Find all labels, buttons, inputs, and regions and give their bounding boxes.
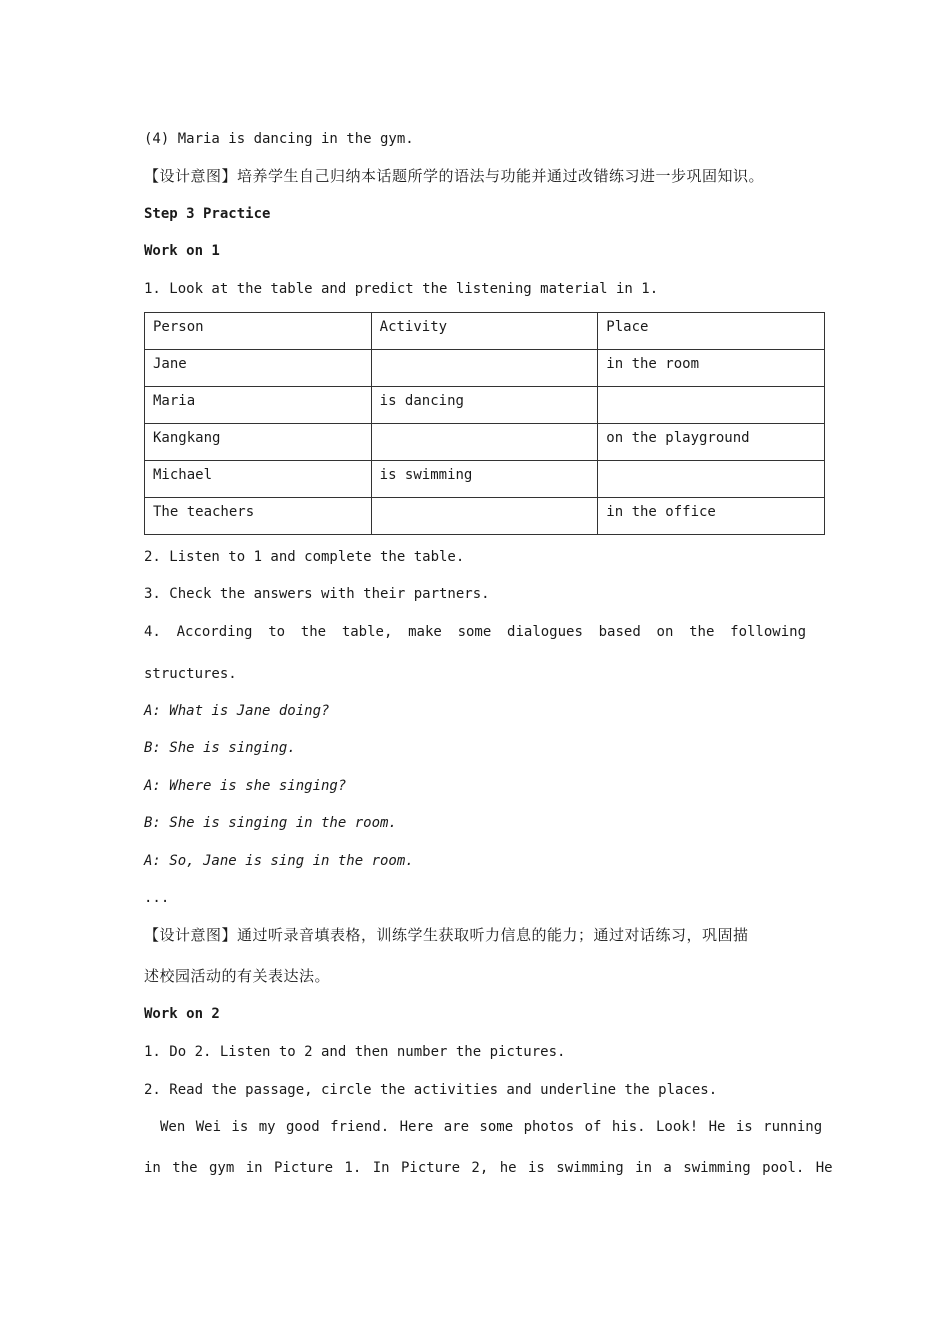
word: make xyxy=(408,624,442,640)
instruction-line: 1. Do 2. Listen to 2 and then number the pictures. xyxy=(144,1044,566,1060)
table-cell: The teachers xyxy=(145,498,372,535)
subsection-heading: Work on 1 xyxy=(144,243,220,259)
table-cell xyxy=(598,387,825,424)
table-header-row xyxy=(145,313,825,350)
dialogue-line: B: She is singing in the room. xyxy=(144,815,397,831)
table-cell: is swimming xyxy=(371,461,598,498)
table-cell: in the room xyxy=(598,350,825,387)
word: to xyxy=(268,624,286,640)
table-row xyxy=(145,461,825,498)
dialogue-line: B: She is singing. xyxy=(144,740,296,756)
table-row xyxy=(145,498,825,535)
word: the xyxy=(689,624,715,640)
word: According xyxy=(176,624,253,640)
table-header-cell: Person xyxy=(145,313,372,350)
table-cell: Kangkang xyxy=(145,424,372,461)
table-row xyxy=(145,387,825,424)
instruction-line: 1. Look at the table and predict the listening material in 1. xyxy=(144,281,659,297)
instruction-line: 2. Read the passage, circle the activities and underline the places. xyxy=(144,1082,718,1098)
table-cell: in the office xyxy=(598,498,825,535)
table-cell xyxy=(371,424,598,461)
table-cell: on the playground xyxy=(598,424,825,461)
ellipsis: ... xyxy=(144,890,170,906)
table-cell xyxy=(598,461,825,498)
passage-line: in the gym in Picture 1. In Picture 2, he is swimming in a swimming pool. He xyxy=(144,1160,833,1176)
word: following xyxy=(730,624,806,640)
word: some xyxy=(457,624,492,640)
word: dialogues xyxy=(507,624,583,640)
instruction-line-continued: structures. xyxy=(144,666,237,682)
word: based xyxy=(598,624,641,640)
dialogue-line: A: So, Jane is sing in the room. xyxy=(144,853,414,869)
design-intent-note: 【设计意图】培养学生自己归纳本话题所学的语法与功能并通过改错练习进一步巩固知识。 xyxy=(144,167,765,185)
instruction-line-justified xyxy=(144,622,806,642)
table-cell xyxy=(371,498,598,535)
design-intent-note: 【设计意图】通过听录音填表格，训练学生获取听力信息的能力；通过对话练习，巩固描 xyxy=(144,926,749,944)
word: 4. xyxy=(144,624,161,640)
passage-line: Wen Wei is my good friend. Here are some photos of his. Look! He is running xyxy=(160,1119,823,1135)
activity-table xyxy=(144,312,825,535)
table-cell: is dancing xyxy=(371,387,598,424)
table-cell: Maria xyxy=(145,387,372,424)
instruction-line: 3. Check the answers with their partners. xyxy=(144,586,490,602)
instruction-line: 2. Listen to 1 and complete the table. xyxy=(144,549,465,565)
text-line: (4) Maria is dancing in the gym. xyxy=(144,131,414,147)
subsection-heading: Work on 2 xyxy=(144,1006,220,1022)
word: the xyxy=(300,624,327,640)
table-cell xyxy=(371,350,598,387)
section-heading: Step 3 Practice xyxy=(144,206,271,222)
word: on xyxy=(656,624,674,640)
table-header-cell: Place xyxy=(598,313,825,350)
word: table, xyxy=(341,624,393,640)
dialogue-line: A: What is Jane doing? xyxy=(144,703,330,719)
design-intent-note-continued: 述校园活动的有关表达法。 xyxy=(144,967,331,985)
table-row xyxy=(145,350,825,387)
table-header-cell: Activity xyxy=(371,313,598,350)
table-cell: Jane xyxy=(145,350,372,387)
dialogue-line: A: Where is she singing? xyxy=(144,778,347,794)
table-row xyxy=(145,424,825,461)
table-cell: Michael xyxy=(145,461,372,498)
